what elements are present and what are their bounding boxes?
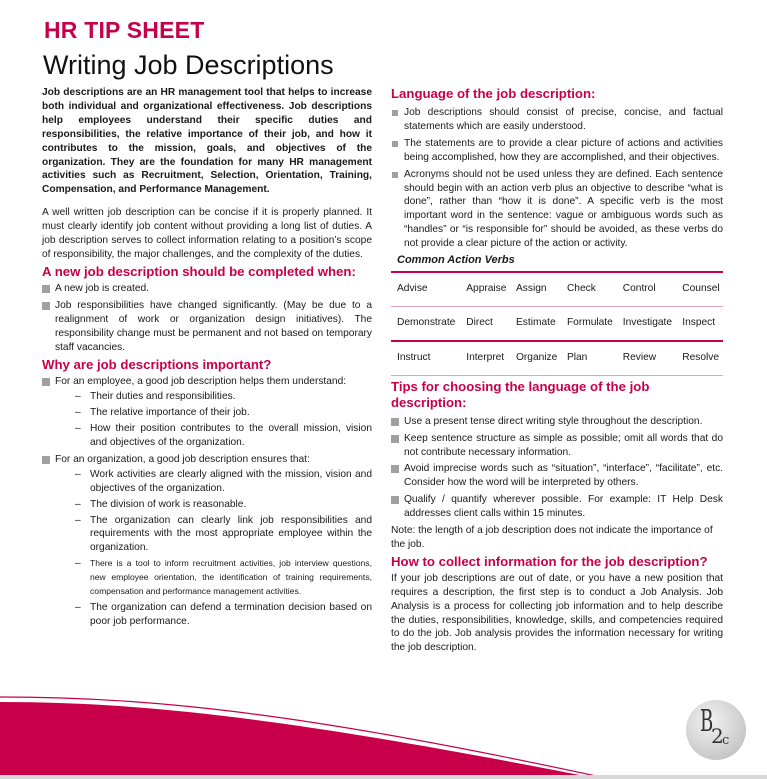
language-heading: Language of the job description: <box>391 86 596 101</box>
organization-sublist <box>75 468 372 629</box>
employee-sublist <box>75 390 372 450</box>
verb-cell: Demonstrate <box>397 316 456 328</box>
tips-list <box>391 415 723 521</box>
sublist-item <box>75 406 372 420</box>
list-item <box>391 137 723 165</box>
list-item <box>391 462 723 490</box>
tips-note: Note: the length of a job description does not indicate the importance of the job. <box>391 525 713 550</box>
verb-cell: Appraise <box>466 282 507 294</box>
sublist-item <box>75 390 372 404</box>
sublist-item <box>75 601 372 629</box>
list-item <box>391 168 723 251</box>
list-item <box>391 493 723 521</box>
verb-cell: Interpret <box>466 351 505 363</box>
bottom-bar <box>0 775 767 779</box>
intro-paragraph: Job descriptions are an HR management tool that helps to increase both individual and organizational effectiveness. Job descriptions help employees understand their specific duties and responsibilities, the relative importance of their job, and how it contributes to the mission, goals, and objectives of the organization. They are the foundation for many HR management activities such as Recruitment, Selection, Orientation, Training, Compensation, and Performance Management. <box>42 87 372 196</box>
sublist-item-text: Their duties and responsibilities. <box>90 391 236 403</box>
why-list <box>42 375 372 628</box>
list-item-text: For an employee, a good job description helps them understand: <box>55 376 347 388</box>
list-item-text: Acronyms should not be used unless they are defined. Each sentence should begin with an action verb plus an objective to describe “what is done”, rather than “how it is done”. A specific verb is the most important word in the sentence: vague or ambiguous words such as “handles” or “is responsible for” should be avoided, as these verbs do not provide a clear picture of the action or activity. <box>404 168 723 250</box>
verbs-row <box>391 306 723 340</box>
verb-cell: Counsel <box>682 282 720 294</box>
sublist-item <box>75 498 372 512</box>
verb-cell: Investigate <box>622 316 673 328</box>
list-item <box>391 415 723 429</box>
square-bullet-icon <box>392 110 398 116</box>
list-item-text: Job responsibilities have changed significantly. (May be due to a realignment of work or organization design initiatives). The responsibility change must be permanent and not based on temporary staff vacancies. <box>55 299 372 353</box>
list-item-text: The statements are to provide a clear picture of actions and activities being accomplished, how they are accomplished, and their objectives. <box>404 137 723 163</box>
sublist-item <box>75 557 372 599</box>
verb-cell: Review <box>622 351 657 363</box>
corner-decoration <box>0 0 23 1</box>
square-bullet-icon <box>42 456 50 464</box>
company-logo <box>686 700 746 760</box>
new-job-heading: A new job description should be completed when: <box>42 263 356 279</box>
square-bullet-icon <box>42 285 50 293</box>
square-bullet-icon <box>392 141 398 147</box>
dash-bullet-icon: – <box>75 602 81 613</box>
list-item-text: A new job is created. <box>55 282 150 294</box>
left-column <box>42 86 372 632</box>
verbs-row <box>391 272 723 306</box>
sublist-item-text: The relative importance of their job. <box>90 407 250 419</box>
list-item <box>391 106 723 134</box>
list-item-text: Use a present tense direct writing style throughout the description. <box>404 415 703 427</box>
list-item <box>42 299 372 355</box>
verbs-row <box>391 341 723 375</box>
list-item <box>391 432 723 460</box>
dash-bullet-icon: – <box>75 558 81 570</box>
sublist-item-text: Work activities are clearly aligned with the mission, vision and objectives of the organization. <box>90 468 372 494</box>
list-item-text: Keep sentence structure as simple as possible; omit all words that do not contribute necessary information. <box>404 432 723 458</box>
dash-bullet-icon: – <box>75 498 81 510</box>
verb-cell: Control <box>622 282 656 294</box>
list-item-text: For an organization, a good job description ensures that: <box>55 453 310 465</box>
overview-paragraph: A well written job description can be concise if it is properly planned. It must clearly identify job content without providing a long list of duties. A job description serves to collect information relating to a position’s scope of responsibility, the major challenges, and the complexity of the duties. <box>42 207 372 260</box>
sublist-item <box>75 422 372 450</box>
list-item <box>42 375 372 450</box>
dash-bullet-icon: – <box>75 468 81 480</box>
footer-wave-fill <box>0 702 600 779</box>
square-bullet-icon <box>391 465 399 473</box>
square-bullet-icon <box>391 496 399 504</box>
collect-heading: How to collect information for the job description? <box>391 553 708 569</box>
page-title: HR TIP SHEET <box>44 17 205 43</box>
verb-cell: Inspect <box>682 316 716 328</box>
verb-cell: Plan <box>566 351 588 363</box>
sublist-item-text: There is a tool to inform recruitment activities, job interview questions, new employee orientation, the identification of training requirements, compensation and performance management activities. <box>90 558 372 597</box>
footer-wave <box>0 680 767 779</box>
action-verbs-table <box>391 271 723 376</box>
list-item <box>42 453 372 629</box>
verb-cell: Estimate <box>515 316 556 328</box>
verb-cell: Instruct <box>397 351 431 363</box>
language-list <box>391 106 723 251</box>
verb-cell: Assign <box>515 282 547 294</box>
square-bullet-icon <box>392 172 398 178</box>
verb-cell: Direct <box>466 316 493 328</box>
why-heading: Why are job descriptions important? <box>42 357 272 373</box>
square-bullet-icon <box>42 302 50 310</box>
right-column <box>391 86 723 655</box>
sublist-item <box>75 514 372 556</box>
sublist-item-text: The organization can clearly link job responsibilities and requirements with the most appropriate employee within the organization. <box>90 514 372 554</box>
verb-cell: Check <box>566 282 596 294</box>
list-item-text: Qualify / quantify wherever possible. For example: IT Help Desk addresses client calls within 15 minutes. <box>404 494 723 520</box>
new-job-list <box>42 282 372 355</box>
tips-heading: Tips for choosing the language of the job description: <box>391 378 650 410</box>
square-bullet-icon <box>391 435 399 443</box>
verb-cell: Formulate <box>566 316 613 328</box>
verb-cell: Resolve <box>682 351 720 363</box>
dash-bullet-icon: – <box>75 514 81 526</box>
sublist-item-text: The organization can defend a termination decision based on poor job performance. <box>90 602 372 627</box>
sublist-item-text: How their position contributes to the overall mission, vision and objectives of the organization. <box>90 423 372 449</box>
action-verbs-title: Common Action Verbs <box>397 254 515 267</box>
dash-bullet-icon: – <box>75 391 81 403</box>
verb-cell: Organize <box>515 351 558 363</box>
dash-bullet-icon: – <box>75 423 81 435</box>
square-bullet-icon <box>391 418 399 426</box>
square-bullet-icon <box>42 378 50 386</box>
page-subtitle: Writing Job Descriptions <box>43 50 334 80</box>
sublist-item <box>75 468 372 496</box>
list-item-text: Avoid imprecise words such as “situation”, “interface”, “facilitate”, etc. Consider how the word will be interpreted by others. <box>404 463 723 489</box>
list-item-text: Job descriptions should consist of precise, concise, and factual statements which are easily understood. <box>404 107 723 132</box>
logo-letter-c: c <box>722 733 730 748</box>
logo-digit-2: 2 <box>711 724 724 748</box>
list-item <box>42 282 372 296</box>
collect-paragraph: If your job descriptions are out of date, or you have a new position that requires a description, the first step is to conduct a Job Analysis. Job Analysis is a process for collecting job information and to help describe the duties, responsibilities, knowledge, skills, and competencies required to do the job. Job analysis provides the information necessary for writing the job description. <box>391 572 723 654</box>
logo-letter-b: B <box>700 704 714 739</box>
verb-cell: Advise <box>397 282 428 294</box>
dash-bullet-icon: – <box>75 407 81 419</box>
sublist-item-text: The division of work is reasonable. <box>90 498 247 510</box>
